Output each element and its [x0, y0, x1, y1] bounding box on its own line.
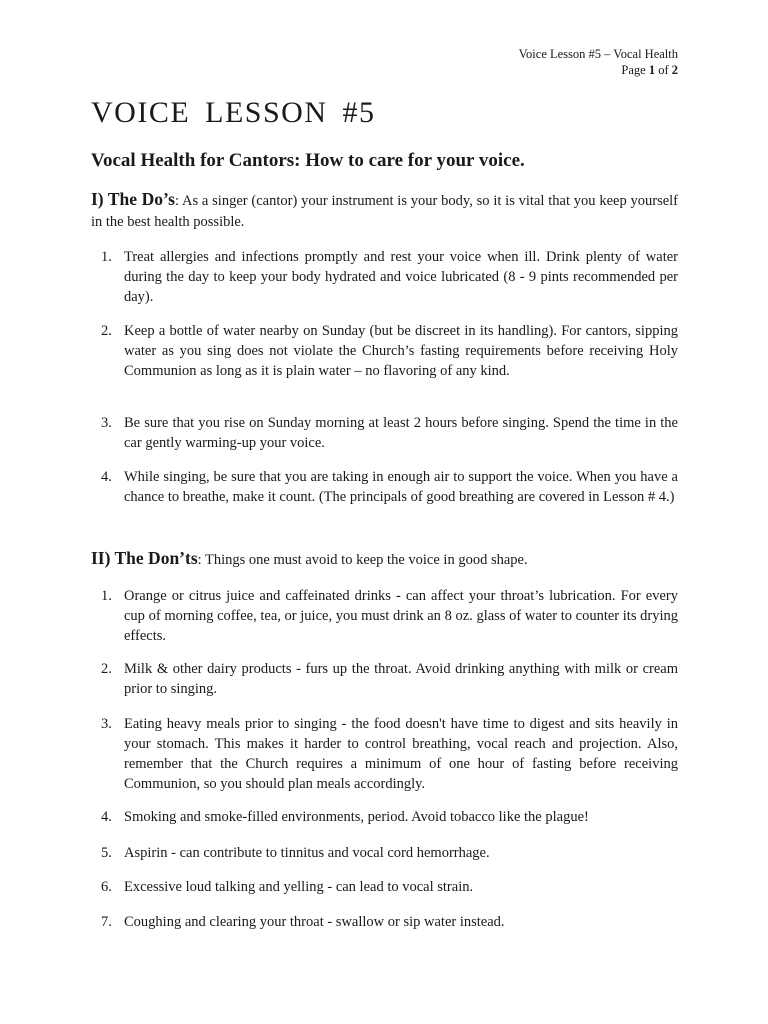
list-item [91, 912, 678, 932]
list-item-number: 6. [101, 879, 112, 895]
list-item [91, 659, 678, 699]
list-item [91, 467, 678, 507]
header-page-number [519, 62, 678, 78]
list-item [91, 247, 678, 307]
list-item-text: Coughing and clearing your throat - swallow or sip water instead. [124, 914, 505, 930]
header-page-of: of [658, 63, 669, 77]
section-dos-intro [91, 189, 678, 233]
header-page-word: Page [621, 63, 646, 77]
header-doc-title: Voice Lesson #5 – Vocal Health [518, 47, 678, 61]
page-title: VOICE LESSON #5 [91, 96, 376, 129]
list-item [91, 843, 678, 863]
list-item-text: While singing, be sure that you are taking in enough air to support the voice. When you have a chance to breathe, make it count. (The principals of good breathing are covered in Lesson # 4.) [124, 469, 678, 505]
list-item-number: 1. [101, 588, 112, 604]
list-item [91, 413, 678, 453]
list-item [91, 877, 678, 897]
list-item-text: Keep a bottle of water nearby on Sunday (but be discreet in its handling). For cantors, sipping water as you sing does not violate the Church’s fasting requirements before receiving Holy Communion as long as it is plain water – no flavoring of any kind. [124, 323, 678, 379]
header-page-total: 2 [671, 63, 678, 77]
section-donts-intro-text: : Things one must avoid to keep the voice in good shape. [197, 552, 528, 568]
list-item [91, 586, 678, 646]
list-item [91, 807, 678, 827]
list-item-text: Orange or citrus juice and caffeinated drinks - can affect your throat’s lubrication. For every cup of morning coffee, tea, or juice, you must drink an 8 oz. glass of water to counter its drying effects. [124, 588, 678, 644]
section-donts-intro [91, 548, 678, 571]
list-item-text: Treat allergies and infections promptly and rest your voice when ill. Drink plenty of water during the day to keep your body hydrated and voice lubricated (8 - 9 pints recommended per day). [124, 249, 678, 305]
section-dos-heading: I) The Do’s [91, 189, 175, 209]
list-item-number: 5. [101, 845, 112, 861]
list-item [91, 321, 678, 381]
section-donts-heading: II) The Don’ts [91, 548, 198, 568]
list-item [91, 714, 678, 794]
header-page-current: 1 [648, 63, 656, 77]
list-item-text: Excessive loud talking and yelling - can lead to vocal strain. [124, 879, 474, 895]
list-item-number: 3. [101, 415, 112, 431]
list-item-text: Aspirin - can contribute to tinnitus and vocal cord hemorrhage. [124, 845, 490, 861]
list-item-number: 1. [101, 249, 112, 265]
list-item-text: Eating heavy meals prior to singing - the food doesn't have time to digest and sits heavily in your stomach. This makes it harder to control breathing, vocal reach and projection. Also, remember that the Church requires a minimum of one hour of fasting before receiving Communion, so you should plan meals accordingly. [124, 716, 678, 792]
list-item-number: 2. [101, 661, 112, 677]
list-item-text: Smoking and smoke-filled environments, period. Avoid tobacco like the plague! [124, 809, 589, 825]
list-item-number: 4. [101, 809, 112, 825]
section-dos-intro-text: : As a singer (cantor) your instrument is your body, so it is vital that you keep yourself in the best health possible. [91, 193, 679, 230]
list-item-number: 4. [101, 469, 112, 485]
list-item-text: Milk & other dairy products - furs up the throat. Avoid drinking anything with milk or cream prior to singing. [124, 661, 678, 697]
list-item-text: Be sure that you rise on Sunday morning at least 2 hours before singing. Spend the time in the car gently warming-up your voice. [124, 415, 678, 451]
list-item-number: 7. [101, 914, 112, 930]
list-item-number: 3. [101, 716, 112, 732]
page-subtitle: Vocal Health for Cantors: How to care for your voice. [91, 150, 525, 171]
running-header [519, 46, 678, 78]
list-item-number: 2. [101, 323, 112, 339]
